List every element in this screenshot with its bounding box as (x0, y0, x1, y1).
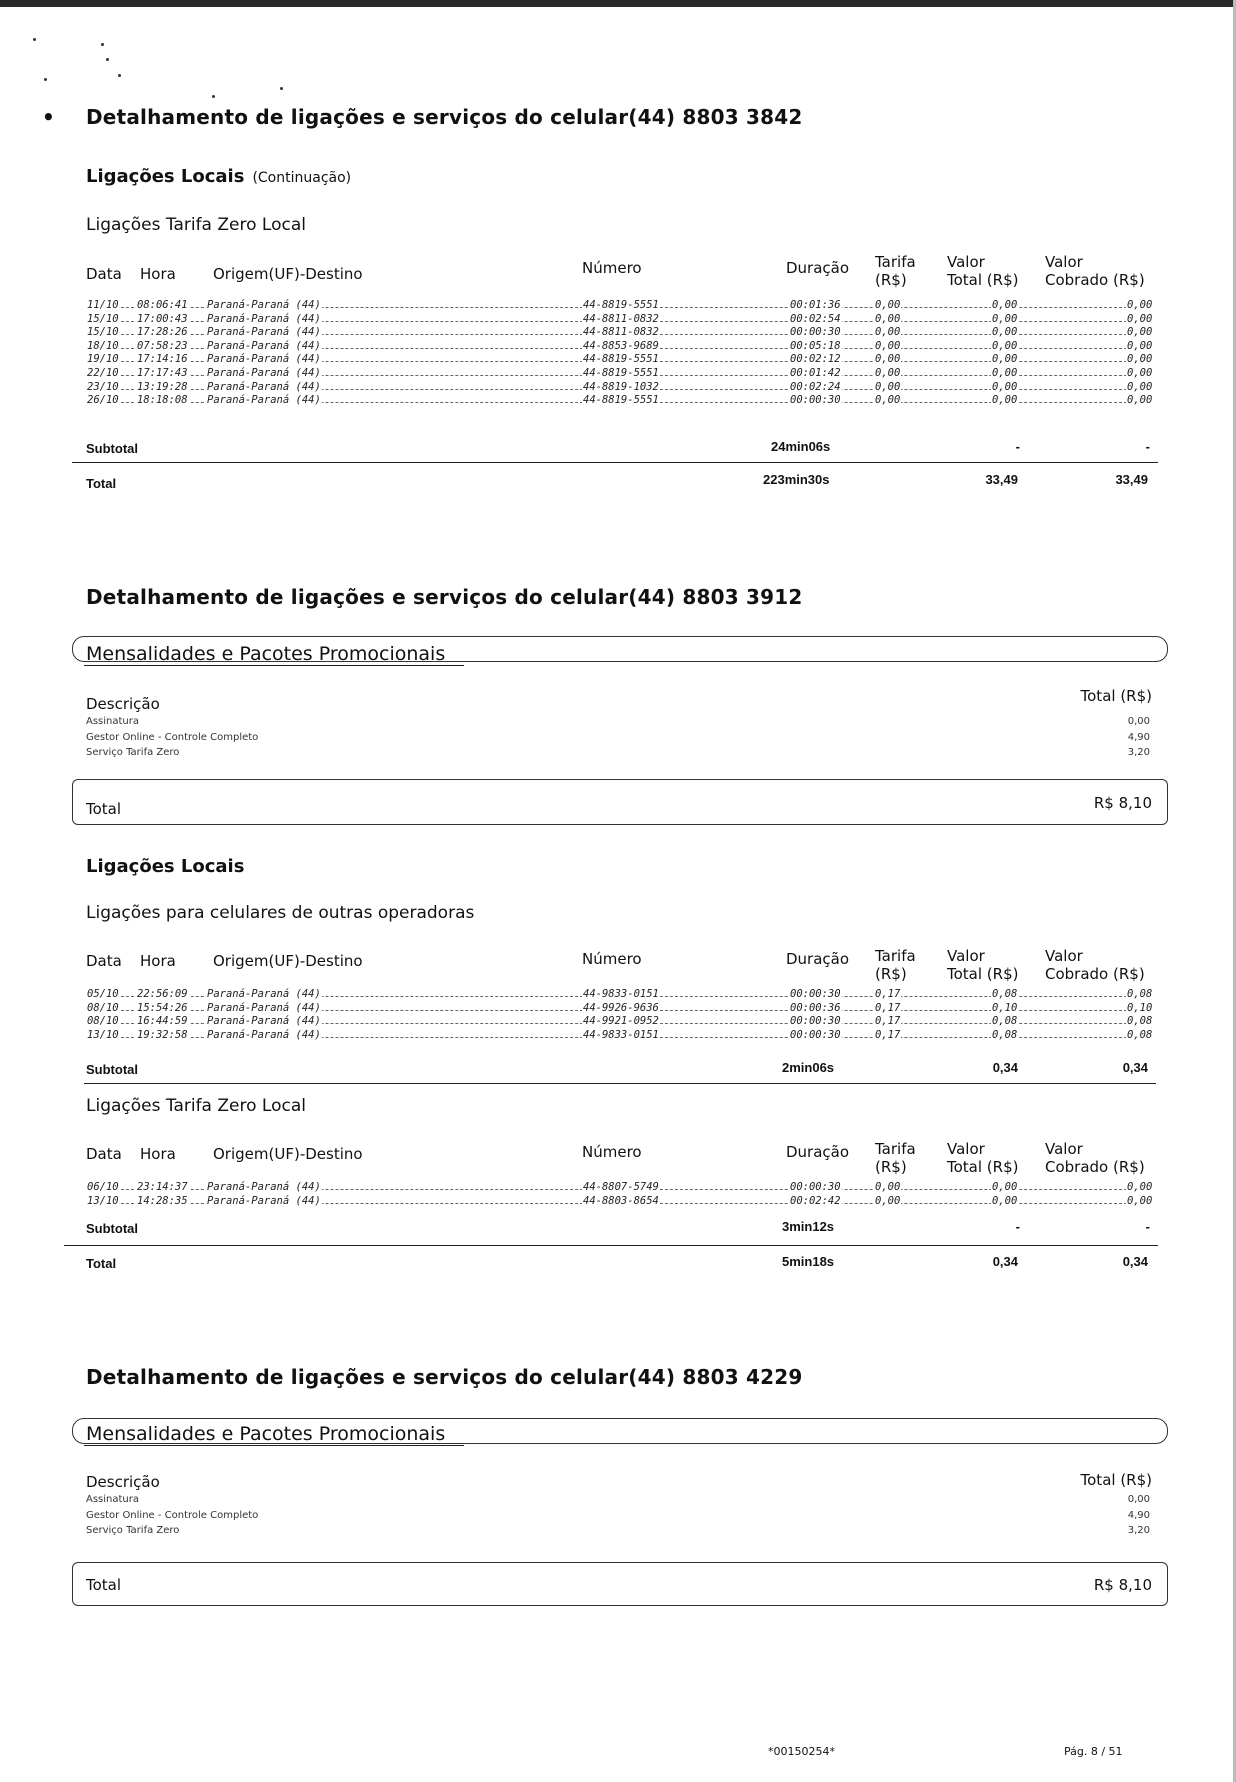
col-duracao: Duração (786, 1143, 850, 1161)
col-valor-cobrado (1045, 253, 1145, 289)
section2-group1-title: Ligações para celulares de outras operadoras (86, 903, 475, 923)
cell-origin-destination: Paraná-Paraná (44) (207, 326, 321, 339)
section2-title: Detalhamento de ligações e serviços do celular(44) 8803 3912 (86, 585, 803, 609)
cell-origin-destination: Paraná-Paraná (44) (207, 394, 321, 407)
cell-duration: 00:00:36 (790, 1001, 841, 1014)
section2-subheading: Ligações Locais (86, 856, 245, 877)
cell-rate: 0,00 (875, 326, 901, 339)
divider (84, 1083, 1156, 1084)
cell-time: 23:14:37 (137, 1181, 188, 1193)
col-valor-total-line2: Total (R$) (947, 1158, 1019, 1176)
col-valor-total (947, 947, 1018, 983)
col-valor-cobrado (1045, 947, 1145, 983)
scan-top-edge (0, 0, 1236, 7)
col-data: Data (86, 1145, 122, 1163)
cell-rate: 0,17 (875, 1015, 901, 1028)
cell-number: 44-9926-9636 (583, 1001, 659, 1014)
divider (84, 665, 464, 666)
cell-total-value: 0,00 (992, 380, 1018, 393)
cell-number: 44-9833-0151 (583, 988, 659, 1000)
col-tarifa (875, 947, 916, 983)
col-numero: Número (582, 259, 642, 277)
cell-total-value: 0,00 (992, 326, 1018, 339)
cell-date: 08/10 (87, 1015, 119, 1028)
description-item: Gestor Online - Controle Completo (86, 731, 259, 743)
col-origem: Origem(UF)-Destino (213, 1145, 363, 1163)
col-valor-cobrado-line1: Valor (1045, 1140, 1083, 1158)
barcode-reference: *00150254* (768, 1745, 835, 1758)
cell-duration: 00:05:18 (790, 339, 841, 352)
cell-date: 26/10 (87, 394, 119, 407)
description-item: Serviço Tarifa Zero (86, 747, 180, 758)
col-tarifa-line1: Tarifa (875, 947, 916, 965)
cell-time: 15:54:26 (137, 1001, 188, 1014)
scan-speck (101, 43, 104, 46)
cell-date: 19/10 (87, 353, 119, 366)
cell-time: 17:28:26 (137, 326, 188, 339)
cell-duration: 00:00:30 (790, 1028, 841, 1041)
cell-origin-destination: Paraná-Paraná (44) (207, 1181, 321, 1193)
section2-descricao-header: Descrição (86, 695, 160, 713)
cell-total-value: 0,00 (992, 299, 1018, 311)
cell-number: 44-8853-9689 (583, 339, 659, 352)
call-record-row (86, 340, 1152, 353)
description-item: Assinatura (86, 1494, 140, 1505)
cell-time: 17:00:43 (137, 312, 188, 325)
col-data: Data (86, 952, 122, 970)
cell-number: 44-8819-1032 (583, 380, 659, 393)
section2-total-total: 0,34 (992, 1254, 1018, 1269)
col-origem: Origem(UF)-Destino (213, 265, 363, 283)
call-record-row (86, 1015, 1152, 1028)
cell-time: 17:17:43 (137, 367, 188, 379)
cell-duration: 00:00:30 (790, 1015, 841, 1028)
cell-charged-value: 0,10 (1127, 1001, 1153, 1014)
cell-total-value: 0,00 (992, 1181, 1018, 1193)
cell-date: 13/10 (87, 1028, 119, 1041)
cell-charged-value: 0,00 (1127, 339, 1153, 352)
call-record-row (86, 381, 1152, 394)
section2-total-cobrado: 0,34 (1122, 1254, 1148, 1269)
cell-time: 18:18:08 (137, 394, 188, 407)
call-record-row (86, 326, 1152, 339)
cell-time: 14:28:35 (137, 1194, 188, 1207)
cell-origin-destination: Paraná-Paraná (44) (207, 367, 321, 379)
continuation-label: (Continuação) (252, 170, 352, 186)
cell-origin-destination: Paraná-Paraná (44) (207, 1028, 321, 1041)
cell-time: 22:56:09 (137, 988, 188, 1000)
col-tarifa-line2: (R$) (875, 965, 907, 983)
cell-charged-value: 0,00 (1127, 353, 1153, 366)
scan-speck (118, 74, 121, 77)
col-valor-total-line2: Total (R$) (947, 271, 1019, 289)
cell-rate: 0,00 (875, 312, 901, 325)
cell-duration: 00:00:30 (790, 394, 841, 407)
col-valor-total-line1: Valor (947, 1140, 985, 1158)
cell-time: 08:06:41 (137, 299, 188, 311)
section3-mensalidades-title: Mensalidades e Pacotes Promocionais (86, 1423, 446, 1445)
cell-rate: 0,00 (875, 1181, 901, 1193)
cell-charged-value: 0,00 (1127, 1181, 1153, 1193)
cell-origin-destination: Paraná-Paraná (44) (207, 299, 321, 311)
col-valor-cobrado-line1: Valor (1045, 253, 1083, 271)
cell-number: 44-9921-0952 (583, 1015, 659, 1028)
cell-date: 15/10 (87, 326, 119, 339)
cell-charged-value: 0,00 (1127, 312, 1153, 325)
cell-time: 17:14:16 (137, 353, 188, 366)
col-valor-cobrado-line2: Cobrado (R$) (1045, 271, 1145, 289)
cell-rate: 0,17 (875, 1028, 901, 1041)
description-value: 0,00 (1127, 716, 1150, 727)
scan-speck (280, 87, 283, 90)
cell-total-value: 0,00 (992, 312, 1018, 325)
call-record-row (86, 988, 1152, 1001)
section2-group2-subtotal-total: - (1015, 1219, 1020, 1234)
cell-number: 44-8803-8654 (583, 1194, 659, 1207)
page-number: Pág. 8 / 51 (1064, 1745, 1123, 1758)
section1-bullet: • (42, 105, 55, 129)
scan-speck (33, 38, 36, 41)
cell-charged-value: 0,00 (1127, 380, 1153, 393)
col-valor-cobrado-line2: Cobrado (R$) (1045, 1158, 1145, 1176)
col-data: Data (86, 265, 122, 283)
cell-origin-destination: Paraná-Paraná (44) (207, 380, 321, 393)
scan-speck (44, 78, 47, 81)
description-value: 0,00 (1127, 1494, 1150, 1505)
description-value: 4,90 (1127, 1509, 1150, 1521)
description-value: 3,20 (1127, 747, 1150, 758)
call-record-row (86, 367, 1152, 380)
call-record-row (86, 299, 1152, 312)
col-numero: Número (582, 950, 642, 968)
cell-origin-destination: Paraná-Paraná (44) (207, 1001, 321, 1014)
section1-subtotal-duration: 24min06s (771, 439, 831, 454)
section1-total-duration: 223min30s (763, 472, 830, 487)
cell-total-value: 0,00 (992, 394, 1018, 407)
section1-total-cobrado: 33,49 (1115, 472, 1148, 487)
cell-number: 44-8807-5749 (583, 1181, 659, 1193)
col-valor-cobrado-line1: Valor (1045, 947, 1083, 965)
divider (72, 462, 1158, 463)
section1-total-label: Total (86, 476, 117, 491)
section3-total-box (72, 1562, 1168, 1606)
col-tarifa-line1: Tarifa (875, 253, 916, 271)
col-duracao: Duração (786, 259, 850, 277)
col-hora: Hora (140, 952, 176, 970)
section2-total-box (72, 779, 1168, 825)
section2-group2-title: Ligações Tarifa Zero Local (86, 1096, 306, 1116)
cell-date: 06/10 (87, 1181, 119, 1193)
cell-time: 19:32:58 (137, 1028, 188, 1041)
cell-duration: 00:02:24 (790, 380, 841, 393)
section2-group1-subtotal-label: Subtotal (86, 1062, 138, 1077)
col-valor-total-line1: Valor (947, 947, 985, 965)
col-valor-cobrado (1045, 1140, 1145, 1176)
cell-date: 18/10 (87, 339, 119, 352)
cell-rate: 0,00 (875, 380, 901, 393)
cell-duration: 00:01:42 (790, 367, 841, 379)
description-item: Assinatura (86, 716, 140, 727)
section3-descricao-header: Descrição (86, 1473, 160, 1491)
description-value: 3,20 (1127, 1525, 1150, 1536)
cell-rate: 0,17 (875, 988, 901, 1000)
call-record-row (86, 1195, 1152, 1208)
description-value: 4,90 (1127, 731, 1150, 743)
call-record-row (86, 313, 1152, 326)
cell-total-value: 0,08 (992, 988, 1018, 1000)
cell-number: 44-8811-0832 (583, 312, 659, 325)
cell-charged-value: 0,00 (1127, 1194, 1153, 1207)
call-record-row (86, 394, 1152, 407)
section3-box-total-value: R$ 8,10 (1093, 1576, 1152, 1594)
cell-origin-destination: Paraná-Paraná (44) (207, 353, 321, 366)
section2-group1-subtotal-duration: 2min06s (782, 1060, 835, 1075)
scan-speck (212, 95, 215, 98)
cell-number: 44-8819-5551 (583, 367, 659, 379)
col-tarifa-line2: (R$) (875, 1158, 907, 1176)
section2-group2-subtotal-cobrado: - (1145, 1219, 1150, 1234)
cell-origin-destination: Paraná-Paraná (44) (207, 988, 321, 1000)
col-valor-total (947, 253, 1018, 289)
col-hora: Hora (140, 1145, 176, 1163)
call-record-row (86, 1002, 1152, 1015)
cell-total-value: 0,08 (992, 1028, 1018, 1041)
cell-total-value: 0,00 (992, 367, 1018, 379)
section2-total-label: Total (86, 1256, 117, 1271)
col-tarifa-line1: Tarifa (875, 1140, 916, 1158)
section3-total-rs-header: Total (R$) (1080, 1471, 1152, 1489)
section1-subtotal-label: Subtotal (86, 441, 138, 456)
col-duracao: Duração (786, 950, 850, 968)
cell-date: 15/10 (87, 312, 119, 325)
cell-number: 44-8819-5551 (583, 353, 659, 366)
section2-mensalidades-title: Mensalidades e Pacotes Promocionais (86, 643, 446, 665)
cell-date: 13/10 (87, 1194, 119, 1207)
cell-number: 44-8811-0832 (583, 326, 659, 339)
cell-rate: 0,00 (875, 353, 901, 366)
section1-subtotal-total: - (1015, 439, 1020, 454)
cell-total-value: 0,00 (992, 353, 1018, 366)
section2-total-duration: 5min18s (782, 1254, 835, 1269)
cell-origin-destination: Paraná-Paraná (44) (207, 339, 321, 352)
section2-total-rs-header: Total (R$) (1080, 687, 1152, 705)
cell-duration: 00:00:30 (790, 988, 841, 1000)
cell-charged-value: 0,00 (1127, 367, 1153, 379)
section1-subheading (86, 166, 351, 187)
col-numero: Número (582, 1143, 642, 1161)
cell-origin-destination: Paraná-Paraná (44) (207, 1194, 321, 1207)
cell-rate: 0,00 (875, 394, 901, 407)
col-tarifa (875, 253, 916, 289)
col-valor-total-line1: Valor (947, 253, 985, 271)
cell-charged-value: 0,00 (1127, 326, 1153, 339)
cell-date: 11/10 (87, 299, 119, 311)
cell-rate: 0,17 (875, 1001, 901, 1014)
cell-number: 44-8819-5551 (583, 394, 659, 407)
subheading-label: Ligações Locais (86, 166, 245, 187)
description-item: Serviço Tarifa Zero (86, 1525, 180, 1536)
section2-group1-subtotal-cobrado: 0,34 (1122, 1060, 1148, 1075)
cell-total-value: 0,00 (992, 339, 1018, 352)
divider (84, 1445, 464, 1446)
cell-duration: 00:02:54 (790, 312, 841, 325)
cell-duration: 00:02:42 (790, 1194, 841, 1207)
section1-title: Detalhamento de ligações e serviços do celular(44) 8803 3842 (86, 105, 803, 129)
section2-group2-subtotal-label: Subtotal (86, 1221, 138, 1236)
col-origem: Origem(UF)-Destino (213, 952, 363, 970)
cell-origin-destination: Paraná-Paraná (44) (207, 312, 321, 325)
col-tarifa (875, 1140, 916, 1176)
col-valor-total-line2: Total (R$) (947, 965, 1019, 983)
section1-total-total: 33,49 (985, 472, 1018, 487)
cell-time: 07:58:23 (137, 339, 188, 352)
cell-date: 08/10 (87, 1001, 119, 1014)
cell-charged-value: 0,08 (1127, 1015, 1153, 1028)
divider (64, 1245, 1158, 1246)
cell-number: 44-8819-5551 (583, 299, 659, 311)
cell-date: 23/10 (87, 380, 119, 393)
cell-charged-value: 0,00 (1127, 299, 1153, 311)
cell-rate: 0,00 (875, 339, 901, 352)
section1-group-title: Ligações Tarifa Zero Local (86, 215, 306, 235)
description-item: Gestor Online - Controle Completo (86, 1509, 259, 1521)
cell-time: 16:44:59 (137, 1015, 188, 1028)
cell-rate: 0,00 (875, 367, 901, 379)
cell-charged-value: 0,08 (1127, 988, 1153, 1000)
cell-charged-value: 0,00 (1127, 394, 1153, 407)
call-record-row (86, 353, 1152, 366)
cell-duration: 00:00:30 (790, 1181, 841, 1193)
section2-box-total-value: R$ 8,10 (1093, 794, 1152, 812)
section3-title: Detalhamento de ligações e serviços do celular(44) 8803 4229 (86, 1365, 803, 1389)
cell-date: 05/10 (87, 988, 119, 1000)
col-tarifa-line2: (R$) (875, 271, 907, 289)
col-hora: Hora (140, 265, 176, 283)
cell-date: 22/10 (87, 367, 119, 379)
section2-box-total-label: Total (86, 800, 122, 818)
section1-subtotal-cobrado: - (1145, 439, 1150, 454)
cell-charged-value: 0,08 (1127, 1028, 1153, 1041)
cell-duration: 00:01:36 (790, 299, 841, 311)
cell-rate: 0,00 (875, 299, 901, 311)
section3-box-total-label: Total (86, 1576, 122, 1594)
cell-origin-destination: Paraná-Paraná (44) (207, 1015, 321, 1028)
call-record-row (86, 1029, 1152, 1042)
cell-number: 44-9833-0151 (583, 1028, 659, 1041)
cell-total-value: 0,00 (992, 1194, 1018, 1207)
cell-rate: 0,00 (875, 1194, 901, 1207)
cell-time: 13:19:28 (137, 380, 188, 393)
cell-total-value: 0,10 (992, 1001, 1018, 1014)
col-valor-cobrado-line2: Cobrado (R$) (1045, 965, 1145, 983)
call-record-row (86, 1181, 1152, 1194)
cell-total-value: 0,08 (992, 1015, 1018, 1028)
cell-duration: 00:02:12 (790, 353, 841, 366)
col-valor-total (947, 1140, 1018, 1176)
cell-duration: 00:00:30 (790, 326, 841, 339)
section2-group1-subtotal-total: 0,34 (992, 1060, 1018, 1075)
scan-speck (106, 58, 109, 61)
section2-group2-subtotal-duration: 3min12s (782, 1219, 835, 1234)
